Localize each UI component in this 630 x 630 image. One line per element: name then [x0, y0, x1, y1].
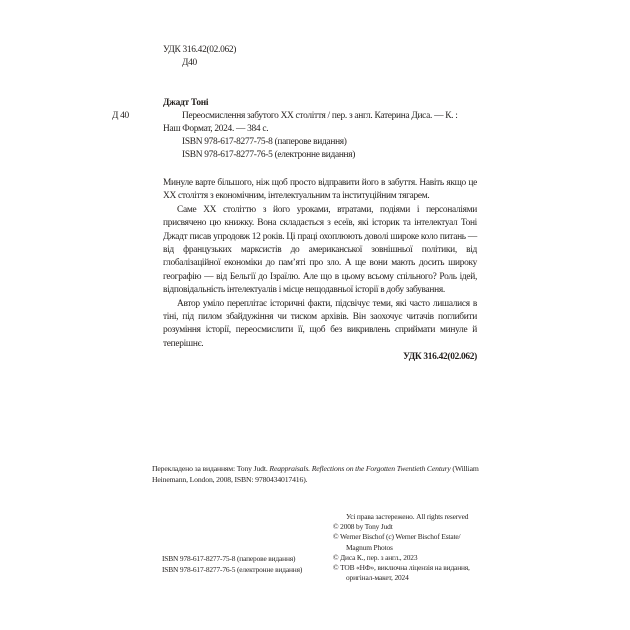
annotation-paragraph-3: Автор уміло переплітає історичні факти, підсвічує теми, які часто лишалися в тіні, під пилом збайдужіння чи тиском архівів. Він заохочує читачів поглибити розуміння історії, переосмислити її, щоб без викривлень сприймати минуле й теперішнє. — [163, 298, 477, 349]
text-line: оригінал-макет, 2024 — [346, 573, 409, 583]
source-note-suffix: (William Heinemann, London, 2008, ISBN: 9780434017416). — [152, 464, 479, 485]
text-line: Усі права застережено. All rights reserved — [346, 512, 469, 521]
author-mark-code: Д40 — [182, 58, 197, 68]
citation-isbn-ebook: ISBN 978-617-8277-76-5 (електронне видання) — [182, 150, 356, 160]
text-line: © ТОВ «НФ», виключна ліцензія на видання, — [333, 563, 470, 573]
text-line: Magnum Photos — [346, 542, 393, 552]
udk-code-bottom: УДК 316.42(02.062) — [403, 352, 477, 363]
isbn-ebook: ISBN 978-617-8277-76-5 (електронне видання) — [162, 565, 303, 574]
source-note-prefix: Перекладено за виданням: Tony Judt. — [152, 464, 270, 473]
text-line: © Werner Bischof (c) Werner Bischof Estate/ — [333, 532, 461, 542]
bottom-isbn-block — [162, 553, 302, 575]
copyright-rights-block — [333, 512, 508, 583]
annotation-block — [163, 177, 477, 365]
isbn-paper: ISBN 978-617-8277-75-8 (паперове видання) — [162, 554, 296, 563]
annotation-paragraph-2: Саме ХХ століттю з його уроками, втратами, подіями і персоналіями присвячено цю книжку. Вона складається з есеїв, які історик та інтелектуал Тоні Джадт писав упродовж 12 років. Ці праці охоплюють доволі широке коло питань — від французьких марксистів до американської зовнішньої політики, від глобалізаційної економіки до пам’яті про зло. А ще вони мають досить широку географію — від Бельгії до Ізраїлю. Але що в цьому всьому спільного? Роль ідей, відповідальність інтелектуалів і місце нещодавньої історії в добу забування. — [163, 204, 477, 296]
annotation-paragraph-1: Минуле варте більшого, ніж щоб просто відправити його в забуття. Навіть якщо це ХХ століття з економічним, інтелектуальним та інституційним тягарем. — [163, 178, 477, 202]
citation-index: Д 40 — [112, 111, 129, 121]
source-edition-note — [152, 463, 508, 486]
citation-publisher-line: Наш Формат, 2024. — 384 с. — [163, 124, 269, 134]
citation-author: Джадт Тоні — [163, 98, 209, 108]
source-original-title: Reappraisals. Reflections on the Forgotten Twentieth Century — [269, 464, 451, 473]
udk-code-top: УДК 316.42(02.062) — [163, 45, 237, 55]
citation-title-line: Переосмислення забутого ХХ століття / пер. з англ. Катерина Диса. — К. : — [182, 111, 458, 121]
text-line: © Диса К., пер. з англ., 2023 — [333, 552, 418, 562]
citation-isbn-paper: ISBN 978-617-8277-75-8 (паперове видання) — [182, 137, 347, 147]
text-line: © 2008 by Tony Judt — [333, 522, 393, 532]
